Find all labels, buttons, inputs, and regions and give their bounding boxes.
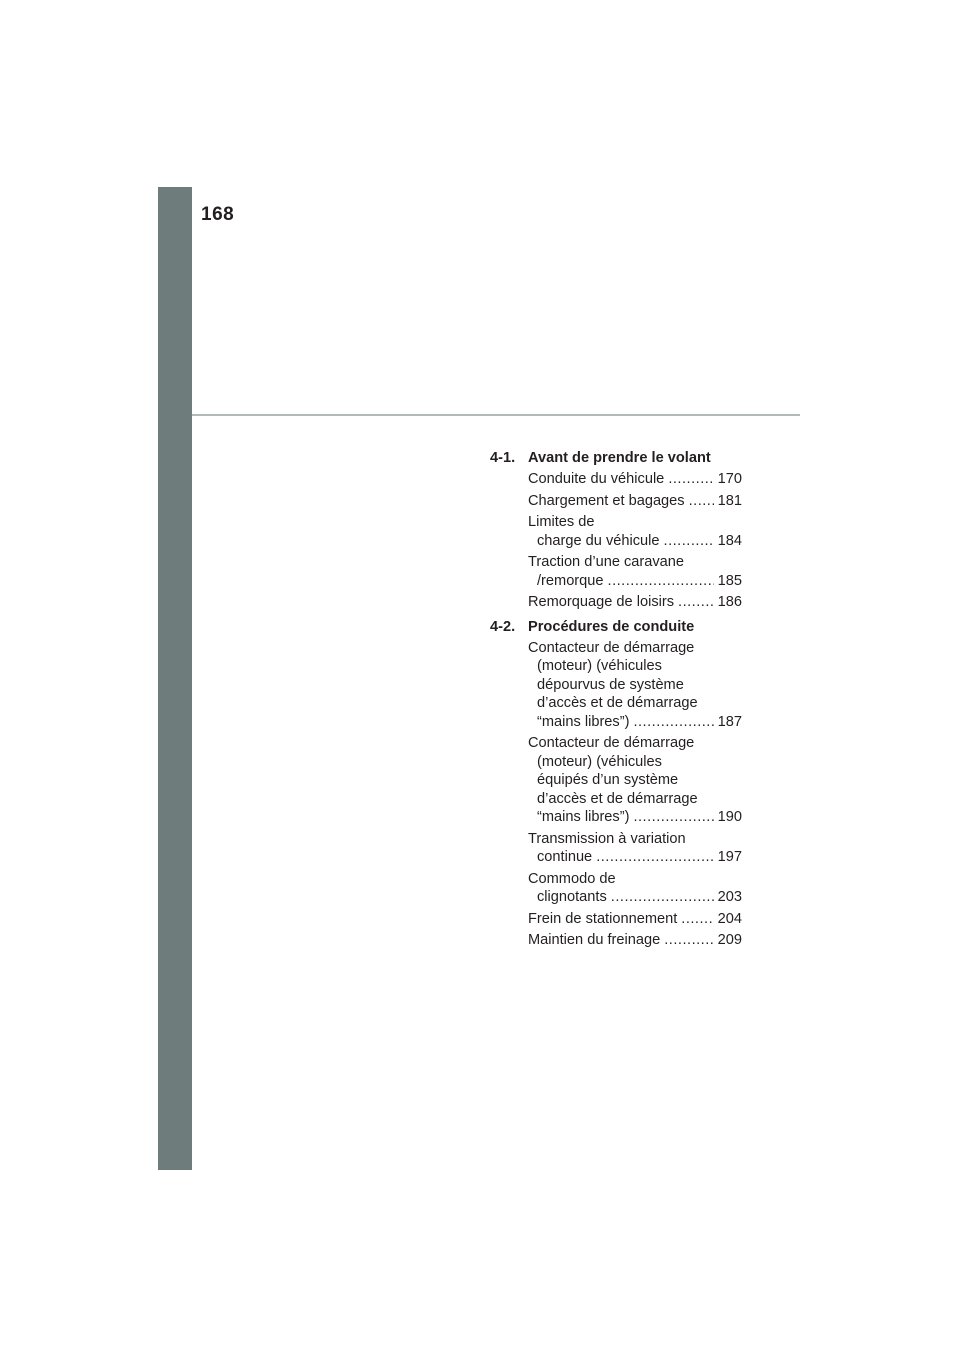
- toc-section: [490, 448, 742, 612]
- page-reference[interactable]: 187: [717, 713, 742, 730]
- section-heading: [490, 448, 742, 468]
- dot-leader: [633, 808, 713, 827]
- dot-leader: [678, 593, 714, 612]
- toc-entry[interactable]: [528, 830, 742, 867]
- section-number: 4-2.: [490, 618, 516, 635]
- page-reference[interactable]: 190: [717, 809, 742, 825]
- entry-text: Frein de stationnement: [528, 910, 678, 927]
- entry-list: [490, 470, 742, 612]
- toc-entry[interactable]: [528, 910, 742, 929]
- page-number: 168: [201, 204, 235, 225]
- dot-leader: [664, 532, 714, 551]
- page-reference[interactable]: 197: [717, 849, 742, 865]
- page-reference[interactable]: 209: [717, 932, 742, 948]
- entry-text: charge du véhicule: [537, 532, 660, 549]
- dot-leader: [611, 888, 714, 907]
- toc-entry[interactable]: [528, 870, 742, 907]
- entry-line: [528, 532, 742, 551]
- entry-text: “mains libres”): [537, 713, 630, 730]
- page-reference[interactable]: 186: [717, 594, 742, 610]
- entry-text: (moteur) (véhicules: [537, 753, 662, 770]
- dot-leader: [608, 572, 714, 591]
- entry-line: [528, 713, 742, 732]
- toc-entry[interactable]: [528, 513, 742, 550]
- entry-text: Maintien du freinage: [528, 932, 661, 948]
- dot-leader: [689, 492, 714, 511]
- entry-text: d’accès et de démarrage: [537, 790, 698, 807]
- entry-line: [528, 593, 742, 612]
- section-title: Avant de prendre le volant: [528, 450, 711, 466]
- entry-text: Limites de: [528, 514, 595, 530]
- page-reference[interactable]: 203: [717, 889, 742, 905]
- entry-line: [528, 572, 742, 591]
- section-title: Procédures de conduite: [528, 618, 695, 635]
- page-reference[interactable]: 170: [717, 471, 742, 487]
- entry-text: Chargement et bagages: [528, 492, 685, 509]
- table-of-contents: [490, 448, 742, 955]
- toc-entry[interactable]: [528, 470, 742, 489]
- entry-text: dépourvus de système: [537, 676, 684, 693]
- dot-leader: [681, 910, 713, 929]
- entry-list: [490, 639, 742, 950]
- toc-entry[interactable]: [528, 639, 742, 732]
- dot-leader: [668, 470, 713, 489]
- entry-text: (moteur) (véhicules: [537, 658, 662, 674]
- entry-text: Contacteur de démarrage: [528, 735, 695, 751]
- toc-entry[interactable]: [528, 593, 742, 612]
- entry-line: [528, 808, 742, 827]
- page-reference[interactable]: 204: [717, 910, 742, 927]
- entry-text: clignotants: [537, 889, 607, 905]
- toc-entry[interactable]: [528, 734, 742, 827]
- page-reference[interactable]: 181: [717, 492, 742, 509]
- entry-text: Contacteur de démarrage: [528, 639, 695, 656]
- section-heading: [490, 617, 742, 637]
- header-rule: [192, 414, 800, 416]
- entry-line: [528, 910, 742, 929]
- entry-line: [528, 848, 742, 867]
- entry-text: équipés d’un système: [537, 772, 679, 788]
- entry-text: “mains libres”): [537, 809, 630, 825]
- entry-line: [528, 931, 742, 950]
- entry-text: d’accès et de démarrage: [537, 695, 698, 711]
- entry-text: Remorquage de loisirs: [528, 594, 675, 610]
- entry-text: continue: [537, 849, 593, 865]
- page-reference[interactable]: 185: [717, 572, 742, 589]
- entry-text: Traction d’une caravane: [528, 554, 685, 570]
- side-band: [158, 187, 192, 1170]
- entry-line: [528, 888, 742, 907]
- entry-text: Conduite du véhicule: [528, 471, 665, 487]
- entry-line: [528, 470, 742, 489]
- page-reference[interactable]: 184: [717, 532, 742, 549]
- toc-entry[interactable]: [528, 931, 742, 950]
- toc-entry[interactable]: [528, 492, 742, 511]
- entry-line: [528, 492, 742, 511]
- dot-leader: [596, 848, 713, 867]
- dot-leader: [664, 931, 713, 950]
- entry-text: Transmission à variation: [528, 830, 686, 847]
- toc-entry[interactable]: [528, 553, 742, 590]
- toc-section: [490, 617, 742, 950]
- section-number: 4-1.: [490, 450, 516, 466]
- dot-leader: [633, 713, 713, 732]
- entry-text: Commodo de: [528, 870, 616, 887]
- entry-text: /remorque: [537, 572, 604, 589]
